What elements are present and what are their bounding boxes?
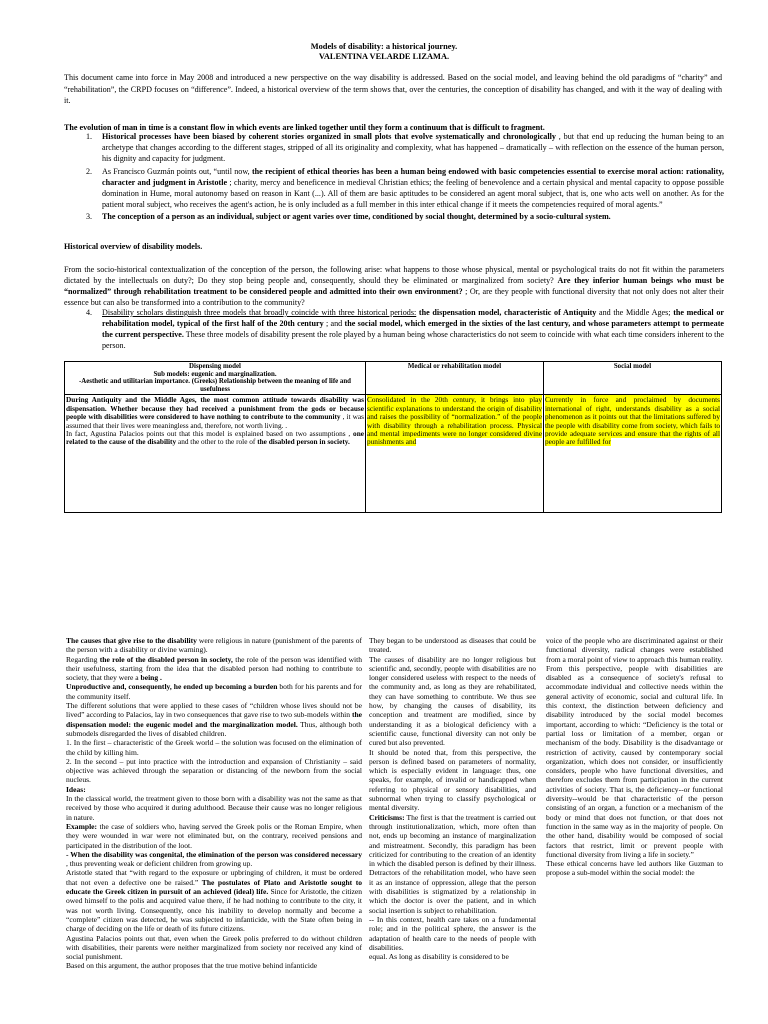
text: Based on this argument, the author proposes that the true motive behind infanticide xyxy=(66,961,318,971)
bold-text: the role of the disabled person in society, xyxy=(99,654,233,664)
paragraph xyxy=(369,813,536,915)
bold-text: being . xyxy=(140,673,162,683)
bold-text: the dispensation model: the eugenic model and the marginalization model. xyxy=(66,710,362,729)
text: Aristotle stated that “with regard to the exposure or upbringing of children, it must be ordered that not even a defective one be raised.” xyxy=(66,868,362,887)
point-text: and the Middle Ages; xyxy=(596,308,671,317)
text: 2. In the second – put into practice with the introduction and expansion of Christianity – said objective was achieved through the separation or distancing of the newborn from the social nucleus. xyxy=(66,756,362,785)
paragraph: They began to be understood as diseases that could be treated. xyxy=(369,636,536,655)
paragraph: These ethical concerns have led authors like Guzman to propose a sub-model within the social model: the xyxy=(546,859,723,878)
paragraph-text: ; Or, are they people with functional diversity that not only does not alter their essence but can also be transformed into a contribution to the community? xyxy=(64,287,724,308)
point-text: These three models of disability present the role played by a human being whose characteristics do not seem to coincide with what each time considers inherent to the person. xyxy=(102,330,724,351)
paragraph xyxy=(66,655,362,683)
text: In the classical world, the treatment given to those born with a disability was not the same as that received by those who acquired it during adulthood. Because their cause was no longer religious in nature. xyxy=(66,794,362,822)
paragraph xyxy=(66,850,362,869)
cell-text: In fact, Agustina Palacios points out that this model is explained based on two assumptions , xyxy=(66,429,351,438)
header-line: -Aesthetic and utilitarian importance. (Greeks) Relationship between the meaning of life and usefulness xyxy=(78,378,352,393)
cell-dispensing xyxy=(65,395,366,513)
text: , thus preventing weak or deficient children from growing up. xyxy=(66,859,253,869)
text-column-1 xyxy=(66,636,362,971)
paragraph-bold-text: Are they inferior human beings who must be “normalized” through rehabilitation treatment to be considered people and admitted into their own environment? xyxy=(64,276,724,297)
point-text: ; and xyxy=(323,319,345,329)
document-title: Models of disability: a historical journey. xyxy=(310,42,458,51)
header-line: Dispensing model xyxy=(189,363,241,370)
point-1 xyxy=(86,131,724,165)
paragraph xyxy=(66,961,362,970)
point-text: , but that end up reducing the human being to an archetype that changes according to the different stages, stripped of all its originality and complexity, what has happened – dramatically – with reflection on the essence of the human person, his dignity and capacity for judgment. xyxy=(102,132,724,164)
header-dispensing-model xyxy=(65,362,366,395)
point-bold-text: the dispensation model, characteristic of Antiquity xyxy=(416,308,597,317)
paragraph xyxy=(66,934,362,962)
text-column-3 xyxy=(546,636,723,878)
paragraph xyxy=(66,868,362,933)
paragraph: equal. As long as disability is considered to be xyxy=(369,952,509,962)
paragraph: From this perspective, people with disabilities are disabled as a consequence of society's refusal to accommodate individual and collective needs within the general activity of economic, social and cultural life. In this context, the distinction between deficiency and disability introduced by the social model becomes important, according to which: “Deficiency is the total or partial loss or limitation of a member, organ or mechanism of the body. Disability is the disadvantage or restriction of activity, caused by contemporary social organization, which does not consider, or insufficiently considers, people who have functional diversities, and therefore excludes them from participation in the current activities of society. That is, the deficiency--or functional diversity--would be that characteristic of the person consisting of an organ, a function or a mechanism of the body or mind that does not function, or that does not function in the same way as in the majority of people. On the other hand, disability would be composed of social factors that restrict, limit or prevent people with functional diversity from living a life in society.” xyxy=(546,663,723,859)
header-social-model: Social model xyxy=(544,362,722,395)
point-2 xyxy=(86,166,724,211)
text: The first is that the treatment is carried out through institutionalization, which, more often than not, ends up becoming an instance of marginalization and mistreatment. Secondly, this paradigm has been criticized for contributing to the creation of an identity in which the disabled person is defined by their illness. Detractors of the rehabilitation model, who have seen it as an instance of oppression, allege that the person with disabilities is stigmatized by a relationship in which the doctor is over the patient, and in which social insertion is subject to rehabilitation. xyxy=(369,812,536,915)
point-number: 2. xyxy=(86,166,93,176)
point-number: 3. xyxy=(86,212,93,222)
cell-text: , it was assumed that their lives were meaningless and, therefore, not worth living. . xyxy=(66,412,364,430)
text-column-2 xyxy=(369,636,536,961)
text: Since for Aristotle, the citizen owed himself to the polis and acquired value there, if he had nothing to contribute to the city, it was not worth living. Consequently, once his inability to develop normally and become a “complete” citizen was detected, he was subjected to infanticide, with the State often being in charge of deciding on the life or death of its future citizens. xyxy=(66,887,363,934)
point-bold-text: the social model, which emerged in the sixties of the last century, and whose parameters attempt to permeate the current perspective. xyxy=(102,319,724,340)
document-author: VALENTINA VELARDE LIZAMA. xyxy=(318,52,450,61)
bold-text: - When the disability was congenital, the elimination of the person was considered necessary xyxy=(66,849,362,859)
bold-text: Example: xyxy=(66,821,98,831)
table-header-row xyxy=(65,362,722,395)
point-bold-text: The conception of a person as an individual, subject or agent varies over time, conditioned by social thought, determined by a socio-cultural system. xyxy=(102,212,611,222)
disability-models-table xyxy=(64,361,722,513)
paragraph xyxy=(66,682,362,701)
bold-text: The causes that give rise to the disability xyxy=(66,636,197,645)
numbered-points xyxy=(86,131,724,223)
text: 1. In the first – characteristic of the Greek world – the solution was focused on the elimination of the child by killing him. xyxy=(66,738,362,757)
cell-bold-text: one related to the cause of the disability xyxy=(66,429,364,447)
evolution-statement: The evolution of man in time is a constant flow in which events are linked together until they form a continuum that is difficult to fragment. xyxy=(64,123,545,132)
bold-text: Ideas: xyxy=(66,784,86,794)
paragraph xyxy=(66,701,362,738)
point-bold-text: the recipient of ethical theories has been a human being endowed with basic competencies essential to exercise moral action: rationality, character and judgment in Aristotle xyxy=(102,166,724,187)
text: the case of soldiers who, having served the Greek polis or the Roman Empire, when they were wounded in war were not eliminated but, on the contrary, received pensions and participated in the distribution of the loot. xyxy=(66,821,362,850)
point-underlined-text: Disability scholars distinguish three models that broadly coincide with three historical periods: xyxy=(102,308,417,317)
text: Regarding xyxy=(66,654,100,664)
socio-historical-paragraph xyxy=(64,264,724,308)
cell-highlighted-text: Consolidated in the 20th century, it brings into play scientific explanations to understand the origin of disability and raises the possibility of “normalization.” of the people with disability through a rehabilitation process. Physical and mental impediments were no longer considered divine punishments and xyxy=(367,395,542,447)
point-3 xyxy=(86,211,724,222)
bold-text: Unproductive and, consequently, he ended up becoming a burden xyxy=(66,682,278,692)
bold-text: Criticisms: xyxy=(369,812,405,822)
paragraph xyxy=(66,794,362,822)
text: Thus, although both submodels disregarded the lives of disabled children. xyxy=(66,719,362,738)
paragraph: The causes of disability are no longer religious but scientific and, secondly, people with disabilities are no longer considered useless with respect to the needs of the community and, as long as they are rehabilitated, they can have something to contribute. We thus see how, by changing the causes of disability, its conception and treatment are modified, since by understanding it as a biological deficiency with a scientific cause, functional diversity can not only be cured but also prevented. xyxy=(369,654,536,748)
cell-highlighted-text: Currently in force and proclaimed by documents international of right, understands disability as a social phenomenon as it points out that the limitations suffered by the people with disability come from society, which fails to provide adequate services and ensure that the rights of all people are fulfilled for xyxy=(545,395,720,447)
bold-text: The postulates of Plato and Aristotle sought to educate the Greek citizen in pursuit of an achieved (ideal) life. xyxy=(66,877,362,897)
paragraph: voice of the people who are discriminated against or their functional diversity, radical changes were established from a moral point of view to approach this human reality. xyxy=(546,636,723,664)
point-number: 4. xyxy=(86,308,93,317)
paragraph xyxy=(66,738,362,757)
cell-medical xyxy=(366,395,544,513)
point-text: ; charity, mercy and beneficence in medieval Christian ethics; the feeling of benevolence and a certain physical and mental capacity to oppose possible domination in Hume, moral autonomy based on reason in Kant (...). All of them are basic aptitudes to be considered an agent moral subject, that is, one who acts well on another. As for the patient moral subject, who receives the agent's action, he is only included as a full member in this inter ethical change if it meets the competencies required of moral agents.” xyxy=(102,177,724,210)
intro-paragraph: This document came into force in May 2008 and introduced a new perspective on the way disability is addressed. Based on the social model, and leaving behind the old paradigms of “charity” and “rehabilitation”, the CRPD focuses on “difference”. Indeed, a historical overview of the term shows that, over the centuries, the conception of disability has changed, and with it the way of dealing with it. xyxy=(64,73,722,105)
section-heading: Historical overview of disability models. xyxy=(64,242,203,251)
point-bold-text: Historical processes have been biased by coherent stories organized in small plots that evolve systematically and chronologically xyxy=(102,132,556,141)
point-text: As Francisco Guzmán points out, “until now, xyxy=(102,166,252,176)
cell-bold-text: the disabled person in society. xyxy=(257,437,350,447)
cell-social xyxy=(544,395,722,513)
paragraph xyxy=(66,757,362,785)
document-title-block xyxy=(0,42,768,62)
point-number: 1. xyxy=(86,132,93,141)
paragraph xyxy=(66,822,362,850)
header-medical-model: Medical or rehabilitation model xyxy=(366,362,544,395)
cell-bold-text: During Antiquity and the Middle Ages, the most common attitude towards disability was dispensation. Whether because they had received a punishment from the gods or because people with disabilities were considered to have nothing to contribute to the community xyxy=(66,395,364,422)
paragraph: -- In this context, health care takes on a fundamental role; and in the political sphere, the answer is the adaptation of health care to the needs of people with disabilities. xyxy=(369,914,536,952)
paragraph xyxy=(66,785,362,794)
point-bold-text: the medical or rehabilitation model, typical of the first half of the 20th century xyxy=(102,308,724,329)
text: the role of the person was identified with their usefulness, starting from the idea that the disabled person had nothing to contribute to society, that they were a xyxy=(66,654,362,683)
paragraph: It should be noted that, from this perspective, the person is defined based on parameters of normality, which is especially evident in language: thus, one speaks, for example, of invalid or handicapped when referring to physical or sensory disabilities, and subnormal when trying to classify psychological or mental diversity. xyxy=(369,747,536,813)
text: were religious in nature (punishment of the parents of the person with a disability or divine warning). xyxy=(66,636,362,655)
cell-text: and the other to the role of xyxy=(176,437,258,447)
point-4 xyxy=(86,307,724,351)
paragraph xyxy=(66,636,362,655)
text: Agustina Palacios points out that, even when the Greek polis preferred to do without children with disabilities, their parents were neither marginalized from society nor received any kind of social punishment. xyxy=(66,933,362,962)
text: both for his parents and for the community itself. xyxy=(66,682,362,701)
paragraph-text: From the socio-historical contextualization of the conception of the person, the following arise: what happens to those whose physical, mental or psychological traits do not fit within the parameters dictated by the intellectuals on duty?; Do they stop being people and, consequently, should they be eliminated or marginalized from society? xyxy=(64,265,724,286)
header-line: Sub models: eugenic and marginalization. xyxy=(153,370,277,378)
text: The different solutions that were applied to these cases of “children whose lives should not be lived” according to Palacios, lay in two consequences that gave rise to two sub-models within xyxy=(66,701,362,720)
table-row xyxy=(65,395,722,513)
